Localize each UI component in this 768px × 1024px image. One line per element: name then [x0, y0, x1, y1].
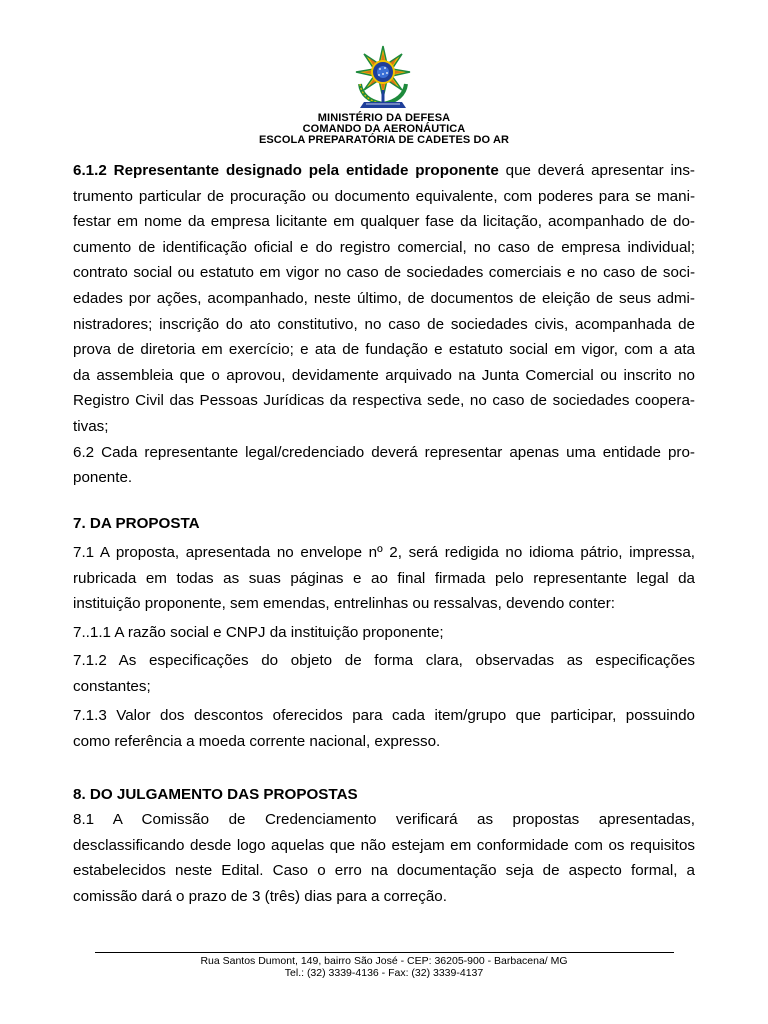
- text-line: 7.1 A proposta, apresentada no envelope nº 2, será redigida no idioma pátrio, impressa,: [73, 544, 695, 561]
- text-line: 7.1.3 Valor dos descontos oferecidos para cada item/grupo que participar, possuindo: [73, 707, 695, 724]
- text-line: instituição proponente, sem emendas, entrelinhas ou ressalvas, devendo conter:: [73, 595, 616, 613]
- text-line: desclassificando desde logo aquelas que não estejam em conformidade com os requisitos: [73, 836, 695, 854]
- footer-address: Rua Santos Dumont, 149, bairro São José - CEP: 36205-900 - Barbacena/ MG: [200, 955, 568, 967]
- paragraph-6-1-2: [73, 158, 695, 491]
- text-line: festar em nome da empresa licitante em qualquer fase da licitação, acompanhado de do-: [73, 213, 695, 231]
- text-line: edades por ações, acompanhado, neste último, de documentos de eleição de seus admi-: [73, 289, 695, 307]
- header-ministry: MINISTÉRIO DA DEFESA: [317, 112, 451, 124]
- header-school: ESCOLA PREPARATÓRIA DE CADETES DO AR: [258, 134, 510, 146]
- paragraph-7-1-2: [73, 648, 695, 699]
- paragraph-7-1-1: [73, 620, 695, 646]
- text-line: prova de diretoria em exercício; e ata de fundação e estatuto social em vigor, com a ata: [73, 341, 695, 359]
- text-line: Registro Civil das Pessoas Jurídicas da respectiva sede, no caso de sociedades coopera-: [73, 392, 695, 410]
- heading-section-7: 7. DA PROPOSTA: [73, 515, 200, 532]
- text-line: 7.1.2 As especificações do objeto de forma clara, observadas as especificações: [73, 652, 695, 669]
- text-line: da assembleia que o aprovou, devidamente arquivado na Junta Comercial ou inscrito no: [73, 366, 695, 384]
- text-line: 6.2 Cada representante legal/credenciado deverá representar apenas uma entidade pro-: [73, 443, 695, 461]
- paragraph-7-1-3: [73, 703, 695, 754]
- footer-phones: Tel.: (32) 3339-4136 - Fax: (32) 3339-4137: [284, 967, 484, 979]
- item-6-1-2-label: 6.1.2 Representante designado pela entidade proponente: [73, 162, 499, 179]
- brazilian-coat-of-arms-icon: [352, 44, 414, 112]
- text-line: constantes;: [73, 677, 151, 695]
- text-line: tivas;: [73, 417, 109, 435]
- text-line: rubricada em todas as suas páginas e ao final firmada pelo representante legal da: [73, 569, 695, 587]
- text-line: [73, 158, 695, 184]
- header-command: COMANDO DA AERONÁUTICA: [302, 123, 466, 135]
- text-line: 7..1.1 A razão social e CNPJ da instituição proponente;: [73, 624, 444, 641]
- footer-divider: [95, 952, 674, 953]
- text-span: que deverá apresentar ins-: [498, 162, 695, 179]
- text-line: ponente.: [73, 469, 133, 487]
- text-line: trumento particular de procuração ou documento equivalente, com poderes para se mani-: [73, 187, 695, 205]
- text-line: cumento de identificação oficial e do registro comercial, no caso de empresa individual;: [73, 238, 695, 256]
- paragraph-7-1: [73, 540, 695, 617]
- text-line: comissão dará o prazo de 3 (três) dias para a correção.: [73, 887, 447, 905]
- paragraph-8-1: [73, 807, 695, 909]
- text-line: contrato social ou estatuto em vigor no caso de sociedades comerciais e no caso de soci-: [73, 264, 695, 282]
- text-line: como referência a moeda corrente nacional, expresso.: [73, 732, 441, 750]
- heading-section-8: 8. DO JULGAMENTO DAS PROPOSTAS: [73, 786, 358, 803]
- text-line: 8.1 A Comissão de Credenciamento verificará as propostas apresentadas,: [73, 811, 695, 828]
- text-line: estabelecidos neste Edital. Caso o erro na documentação seja de aspecto formal, a: [73, 862, 695, 880]
- text-line: nistradores; inscrição do ato constitutivo, no caso de sociedades civis, acompanhada de: [73, 315, 695, 333]
